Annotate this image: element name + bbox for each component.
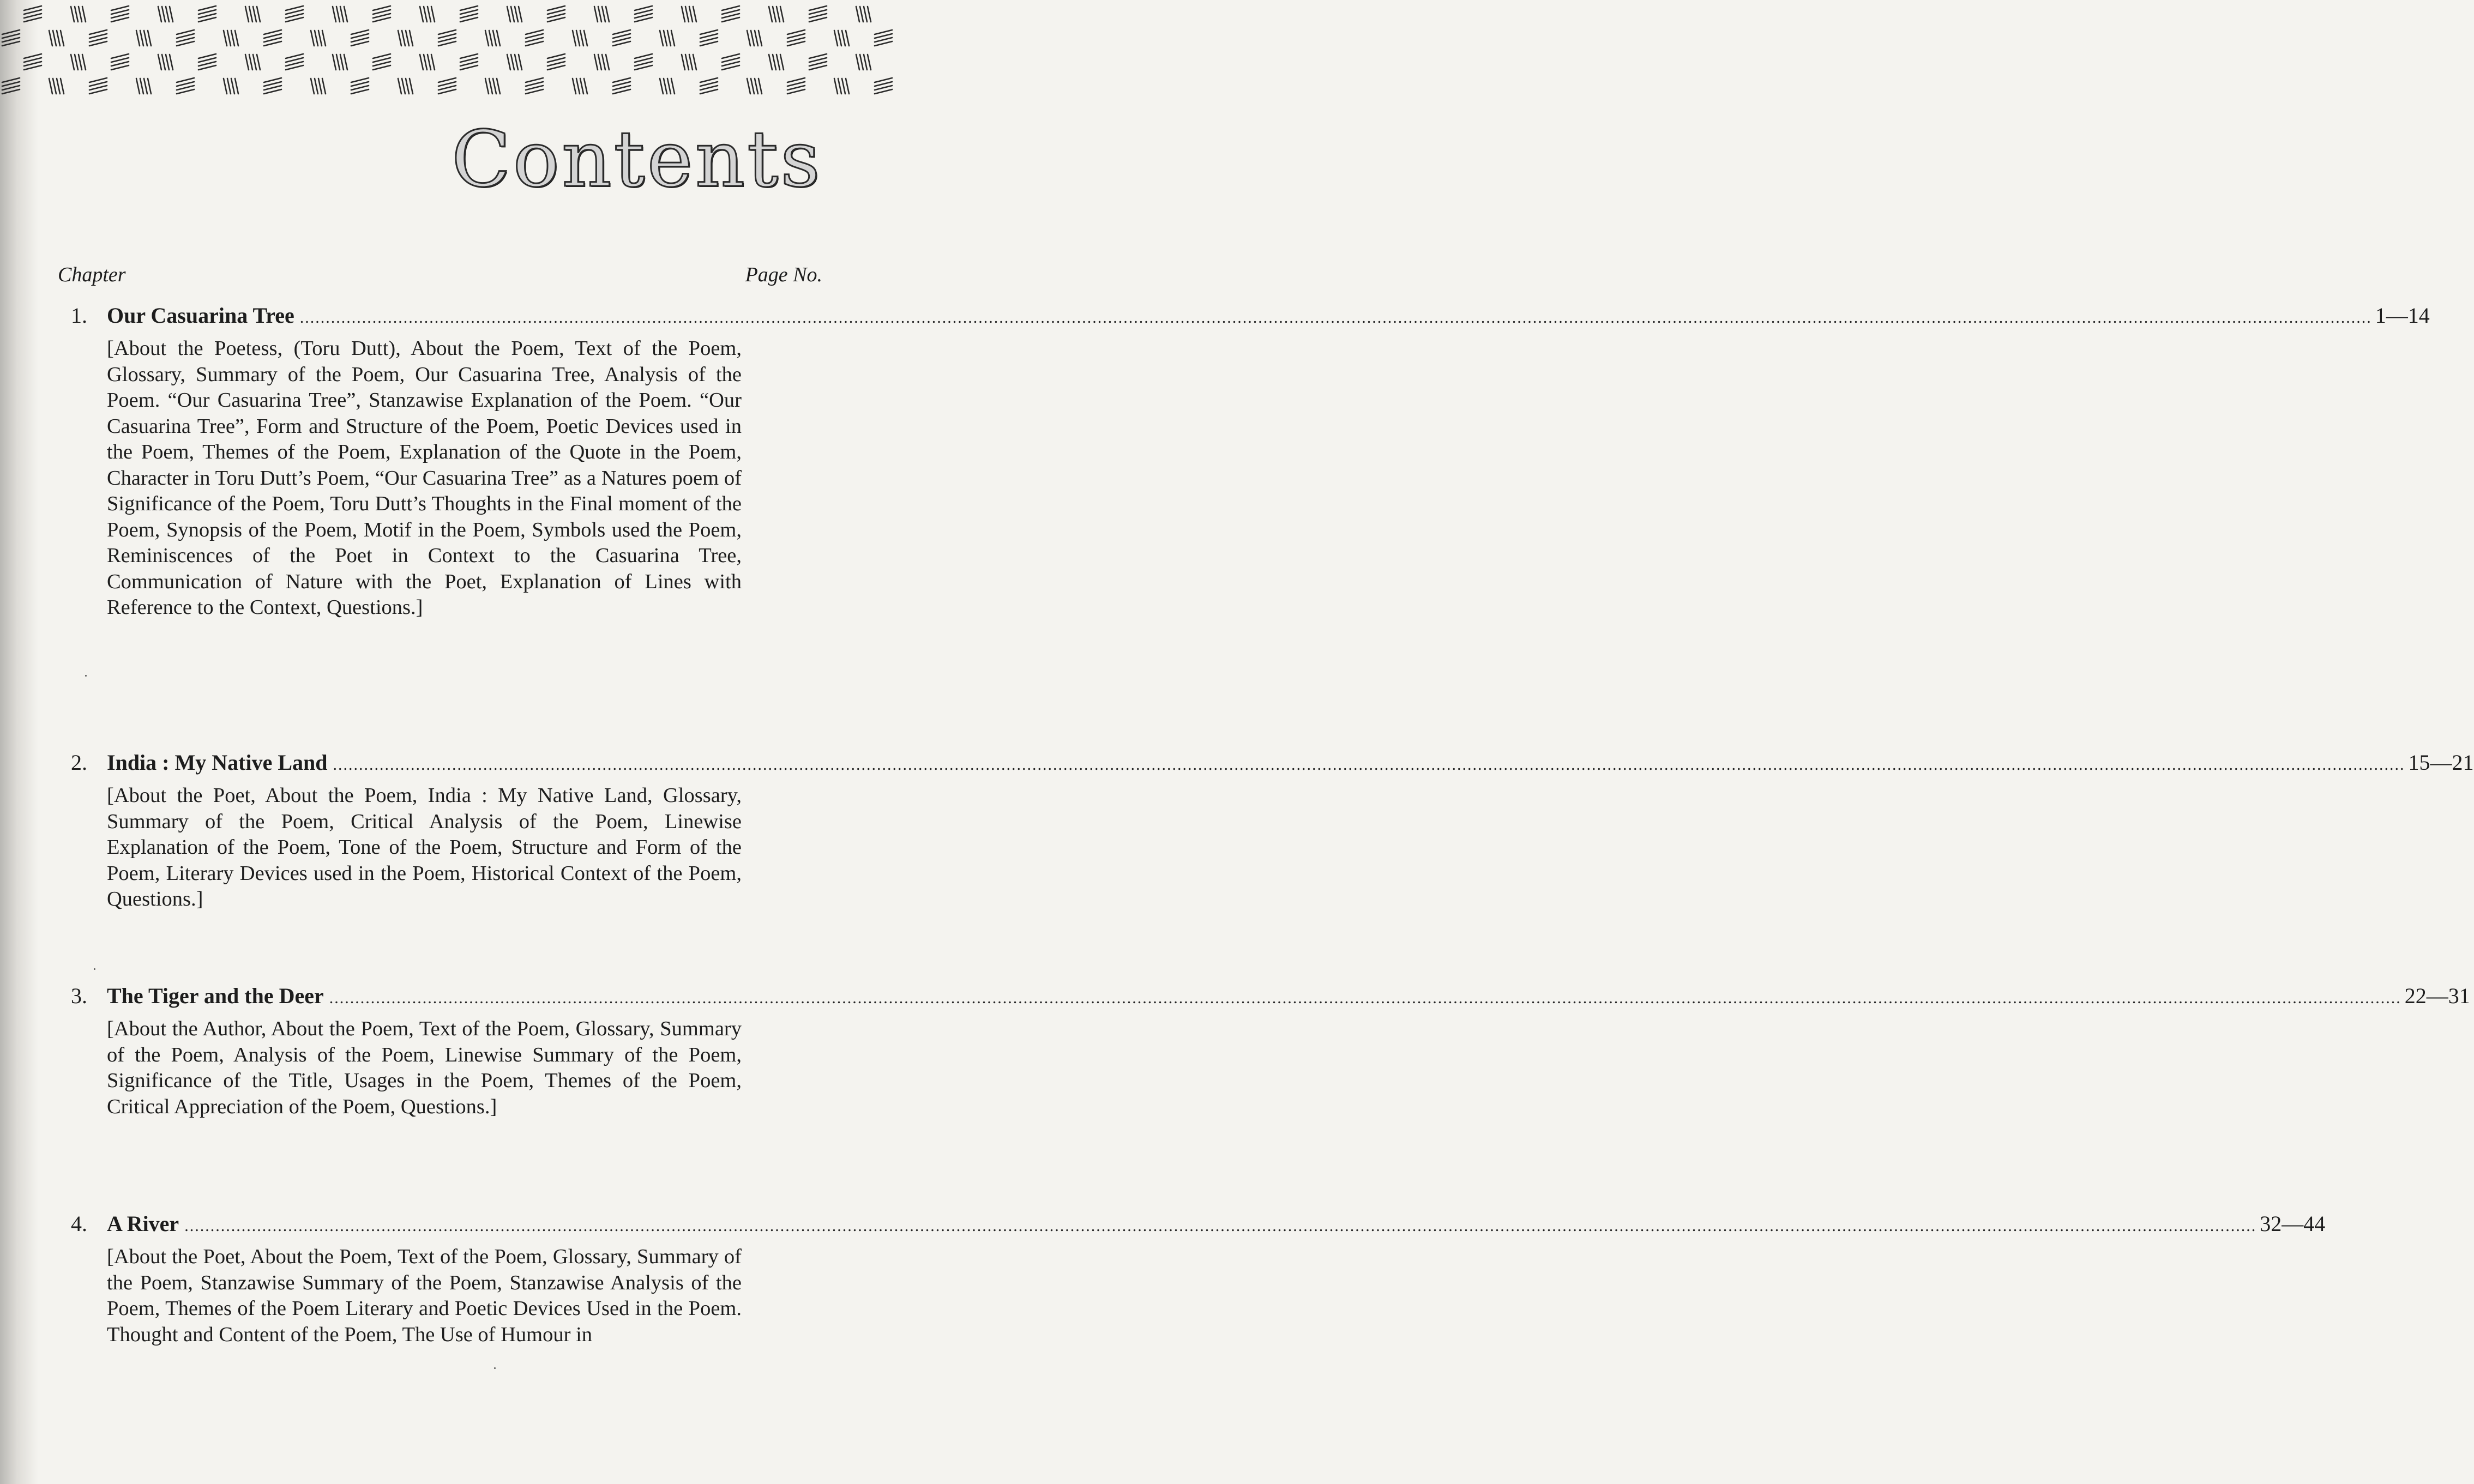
pattern-tile xyxy=(198,6,216,22)
pattern-tile xyxy=(245,55,260,70)
pattern-tile xyxy=(286,6,303,22)
pattern-tile xyxy=(700,30,718,46)
pattern-tile xyxy=(613,30,630,46)
pattern-tile xyxy=(158,55,173,70)
chapter-topics: [About the Author, About the Poem, Text of the Poem, Glossary, Summary of the Poem, Analysis of the Poem, Linewise Summary of the Poem, Significance of the Title, Usages in the Poem, Themes of the Poem, Critical Appreciation of the Poem, Questions.] xyxy=(107,1017,742,1118)
pattern-tile xyxy=(682,55,696,70)
pattern-tile xyxy=(594,7,609,22)
pattern-tile xyxy=(438,78,456,94)
pattern-tile xyxy=(89,78,107,94)
toc-entry xyxy=(71,981,2470,1120)
page-gutter-shadow xyxy=(0,0,38,1484)
pattern-tile xyxy=(460,54,478,70)
pattern-tile xyxy=(875,78,892,94)
pattern-tile xyxy=(264,30,281,46)
dot-leader: ................................................................................................................................................................................................................................................................................................................................................................................................................ xyxy=(329,989,2401,1007)
pattern-tile xyxy=(2,78,20,94)
pattern-tile xyxy=(351,30,369,46)
chapter-column-label: Chapter xyxy=(58,263,126,286)
pattern-tile xyxy=(333,55,347,70)
dot-leader: ................................................................................................................................................................................................................................................................................................................................................................................................................ xyxy=(184,1217,2257,1235)
pattern-tile xyxy=(89,30,107,46)
chapter-number: 3. xyxy=(71,984,87,1008)
pattern-tile xyxy=(71,55,86,70)
pattern-tile xyxy=(264,78,281,94)
chapter-title: A River xyxy=(107,1211,179,1236)
pattern-tile xyxy=(856,55,871,70)
pattern-tile xyxy=(769,7,784,22)
pattern-tile xyxy=(245,7,260,22)
pattern-tile xyxy=(485,31,500,46)
chapter-topics: [About the Poetess, (Toru Dutt), About the Poem, Text of the Poem, Glossary, Summary of the Poem, Our Casuarina Tree, Analysis of the Poem. “Our Casuarina Tree”, Stanzawise Explanation of the Poem. “Our Casuarina Tree”, Form and Structure of the Poem, Poetic Devices used in the Poem, Themes of the Poem, Explanation of the Quote in the Poem, Character in Toru Dutt’s Poem, “Our Casuarina Tree” as a Natures poem of Significance of the Poem, Toru Dutt’s Thoughts in the Final moment of the Poem, Synopsis of the Poem, Motif in the Poem, Symbols used the Poem, Reminiscences of the Poet in Context to the Casuarina Tree, Communication of Nature with the Poet, Explanation of Lines with Reference to the Context, Questions.] xyxy=(107,337,742,619)
pattern-tile xyxy=(635,54,652,70)
pattern-tile xyxy=(526,78,543,94)
pattern-tile xyxy=(111,54,129,70)
pattern-tile xyxy=(286,54,303,70)
pattern-tile xyxy=(333,7,347,22)
chapter-title: India : My Native Land xyxy=(107,750,328,775)
page-title: Contents xyxy=(451,114,822,204)
pattern-tile xyxy=(485,79,500,94)
pattern-tile xyxy=(722,54,739,70)
dot-leader: ................................................................................................................................................................................................................................................................................................................................................................................................................ xyxy=(299,309,2372,327)
page-range: 22—31 xyxy=(2404,984,2470,1008)
chapter-topics: [About the Poet, About the Poem, Text of the Poem, Glossary, Summary of the Poem, Stanzawise Summary of the Poem, Stanzawise Analysis of the Poem, Themes of the Poem Literary and Poetic Devices Used in the Poem. Thought and Content of the Poem, The Use of Humour in xyxy=(107,1245,742,1346)
column-headers xyxy=(58,263,822,287)
pattern-tile xyxy=(460,6,478,22)
pattern-tile xyxy=(438,30,456,46)
toc-entry xyxy=(71,301,2430,621)
pattern-tile xyxy=(373,6,390,22)
pattern-tile xyxy=(2,30,20,46)
pattern-tile xyxy=(71,7,86,22)
page-number-column-label: Page No. xyxy=(745,263,822,286)
pattern-tile xyxy=(747,79,762,94)
pattern-tile xyxy=(420,55,435,70)
pattern-tile xyxy=(787,30,805,46)
pattern-tile xyxy=(507,55,522,70)
pattern-tile xyxy=(311,79,326,94)
pattern-tile xyxy=(198,54,216,70)
pattern-tile xyxy=(526,30,543,46)
chapter-number: 1. xyxy=(71,303,87,328)
pattern-tile xyxy=(24,54,41,70)
pattern-tile xyxy=(875,30,892,46)
toc-entry xyxy=(71,748,2474,913)
pattern-tile xyxy=(722,6,739,22)
pattern-tile xyxy=(594,55,609,70)
print-speck xyxy=(94,968,95,970)
pattern-tile xyxy=(158,7,173,22)
pattern-tile xyxy=(547,6,565,22)
chapter-topics: [About the Poet, About the Poem, India : My Native Land, Glossary, Summary of the Poem, Critical Analysis of the Poem, Linewise Explanation of the Poem, Tone of the Poem, Structure and Form of the Poem, Literary Devices used in the Poem, Historical Context of the Poem, Questions.] xyxy=(107,784,742,910)
pattern-tile xyxy=(136,31,151,46)
page-range: 15—21 xyxy=(2408,750,2474,775)
chapter-number: 4. xyxy=(71,1211,87,1236)
pattern-tile xyxy=(787,78,805,94)
chapter-title: The Tiger and the Deer xyxy=(107,984,324,1008)
page-range: 32—44 xyxy=(2260,1211,2326,1236)
pattern-tile xyxy=(660,79,675,94)
pattern-tile xyxy=(311,31,326,46)
pattern-tile xyxy=(747,31,762,46)
pattern-tile xyxy=(398,79,413,94)
pattern-tile xyxy=(373,54,390,70)
pattern-tile xyxy=(177,30,194,46)
decorative-header-pattern xyxy=(0,0,872,104)
pattern-tile xyxy=(49,79,64,94)
pattern-tile xyxy=(136,79,151,94)
pattern-tile xyxy=(613,78,630,94)
pattern-tile xyxy=(111,6,129,22)
pattern-tile xyxy=(856,7,871,22)
pattern-tile xyxy=(351,78,369,94)
pattern-tile xyxy=(420,7,435,22)
pattern-tile xyxy=(547,54,565,70)
pattern-tile xyxy=(573,31,587,46)
pattern-tile xyxy=(700,78,718,94)
pattern-tile xyxy=(635,6,652,22)
pattern-tile xyxy=(682,7,696,22)
chapter-title: Our Casuarina Tree xyxy=(107,303,294,328)
pattern-tile xyxy=(809,54,827,70)
pattern-tile xyxy=(49,31,64,46)
dot-leader: ................................................................................................................................................................................................................................................................................................................................................................................................................ xyxy=(333,756,2405,774)
toc-entry xyxy=(71,1209,2326,1348)
pattern-tile xyxy=(507,7,522,22)
pattern-tile xyxy=(398,31,413,46)
pattern-tile xyxy=(573,79,587,94)
pattern-tile xyxy=(177,78,194,94)
pattern-tile xyxy=(809,6,827,22)
pattern-tile xyxy=(769,55,784,70)
page-range: 1—14 xyxy=(2375,303,2430,328)
pattern-tile xyxy=(660,31,675,46)
pattern-tile xyxy=(224,79,238,94)
print-speck xyxy=(494,1367,496,1369)
pattern-tile xyxy=(834,79,849,94)
chapter-number: 2. xyxy=(71,750,87,775)
pattern-tile xyxy=(224,31,238,46)
pattern-tile xyxy=(24,6,41,22)
print-speck xyxy=(85,675,87,677)
pattern-tile xyxy=(834,31,849,46)
